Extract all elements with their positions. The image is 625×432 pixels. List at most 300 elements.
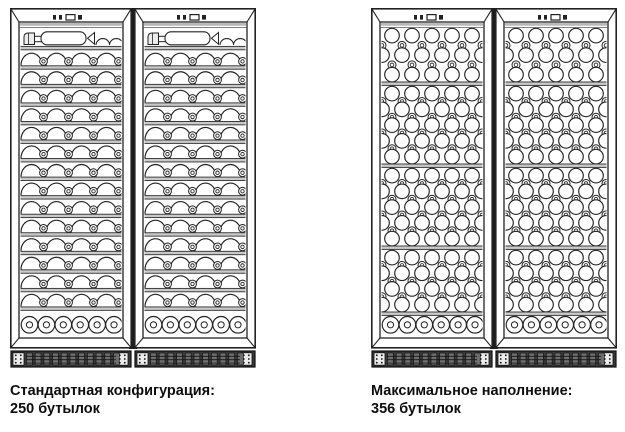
- bottle-bottom-icon: [445, 250, 460, 265]
- bottle-bottom-icon: [465, 149, 480, 164]
- bottle-bottom-icon: [579, 134, 594, 149]
- bottle-bottom-icon: [445, 28, 460, 43]
- bottle-bottom-icon: [455, 216, 470, 231]
- bottle-neck-ring-icon: [164, 280, 172, 288]
- bottle-neck-ring-icon: [65, 187, 73, 195]
- bottle-neck-ring-icon: [115, 76, 123, 84]
- bottle-neck-ring-icon: [40, 187, 48, 195]
- bottle-bottom-icon: [559, 266, 574, 281]
- bottle-bottom-icon: [569, 118, 584, 133]
- bottle-bottom-icon: [506, 317, 523, 334]
- bottle-neck-ring-icon: [65, 113, 73, 121]
- shelf: [20, 270, 123, 273]
- shelf: [20, 307, 123, 310]
- bottle-neck-ring-icon: [90, 132, 98, 140]
- bottle-bottom-icon: [385, 231, 400, 246]
- bottle-bottom-icon: [455, 184, 470, 199]
- bottle-bottom-icon: [529, 250, 544, 265]
- bottle-bottom-icon: [589, 86, 604, 101]
- bottle-bottom-icon: [425, 149, 440, 164]
- bottle-bottom-icon: [569, 200, 584, 215]
- bottle-neck-ring-icon: [239, 132, 247, 140]
- bottle-neck-ring-icon: [189, 76, 197, 84]
- bottle-bottom-icon: [38, 317, 55, 334]
- bottle-bottom-icon: [509, 200, 524, 215]
- vent-end-panel: [374, 353, 385, 365]
- bottle-bottom-icon: [465, 282, 480, 297]
- bottle-bottom-icon: [405, 282, 420, 297]
- bottle-bottom-icon: [416, 317, 433, 334]
- shelf: [381, 312, 484, 315]
- bottle-bottom-icon: [539, 184, 554, 199]
- bottle-bottom-icon: [539, 216, 554, 231]
- bottle-neck-ring-icon: [40, 58, 48, 66]
- bottle-bottom-icon: [529, 118, 544, 133]
- bottle-bottom-icon: [529, 231, 544, 246]
- bottle-bottom-icon: [519, 266, 534, 281]
- bottle-neck-ring-icon: [90, 243, 98, 251]
- bottle-bottom-icon: [145, 317, 162, 334]
- bottle-bottom-icon: [529, 149, 544, 164]
- bottle-bottom-icon: [415, 184, 430, 199]
- bottle-neck-ring-icon: [115, 224, 123, 232]
- bottle-bottom-icon: [435, 184, 450, 199]
- bottle-neck-ring-icon: [214, 169, 222, 177]
- bottle-bottom-icon: [425, 168, 440, 183]
- shelf: [505, 82, 608, 85]
- bottle-bottom-icon: [455, 297, 470, 312]
- bottle-bottom-icon: [579, 266, 594, 281]
- bottle-bottom-icon: [549, 168, 564, 183]
- bottle-neck-ring-icon: [115, 169, 123, 177]
- bottle-bottom-icon: [433, 317, 450, 334]
- shelf: [381, 164, 484, 167]
- bottle-neck-ring-icon: [164, 206, 172, 214]
- bottle-cap-icon: [148, 33, 159, 45]
- shelf: [505, 164, 608, 167]
- bottle-bottom-icon: [455, 266, 470, 281]
- bottle-neck-ring-icon: [164, 58, 172, 66]
- bottle-bottom-icon: [385, 168, 400, 183]
- bottle-bottom-icon: [509, 250, 524, 265]
- bottle-bottom-icon: [435, 102, 450, 117]
- bottle-bottom-icon: [445, 118, 460, 133]
- bottle-bottom-icon: [569, 67, 584, 82]
- bottle-bottom-icon: [415, 297, 430, 312]
- bottle-bottom-icon: [385, 250, 400, 265]
- bottle-neck-ring-icon: [40, 113, 48, 121]
- bottle-bottom-icon: [529, 168, 544, 183]
- bottle-neck-ring-icon: [115, 95, 123, 103]
- shelf: [144, 251, 247, 254]
- bottle-neck-ring-icon: [65, 95, 73, 103]
- bottle-neck-ring-icon: [90, 206, 98, 214]
- bottle-bottom-icon: [589, 231, 604, 246]
- shelf: [20, 84, 123, 87]
- bottle-bottom-icon: [529, 67, 544, 82]
- bottle-bottom-icon: [519, 184, 534, 199]
- bottle-bottom-icon: [213, 317, 230, 334]
- bottle-bottom-icon: [395, 216, 410, 231]
- bottle-bottom-icon: [445, 200, 460, 215]
- shelf: [20, 159, 123, 162]
- bottle-bottom-icon: [465, 250, 480, 265]
- bottle-bottom-icon: [509, 118, 524, 133]
- bottle-bottom-icon: [529, 28, 544, 43]
- shelf: [20, 66, 123, 69]
- bottle-bottom-icon: [89, 317, 106, 334]
- bottle-bottom-icon: [529, 86, 544, 101]
- bottle-neck-ring-icon: [189, 280, 197, 288]
- bottle-neck-ring-icon: [239, 299, 247, 307]
- bottle-neck-ring-icon: [65, 299, 73, 307]
- bottle-bottom-icon: [425, 231, 440, 246]
- bottle-bottom-icon: [399, 317, 416, 334]
- bottle-neck-ring-icon: [214, 224, 222, 232]
- bottle-bottom-icon: [405, 118, 420, 133]
- shelf: [144, 214, 247, 217]
- caption-maximum-line2: 356 бутылок: [371, 401, 461, 418]
- bottle-bottom-icon: [445, 86, 460, 101]
- bottle-neck-ring-icon: [189, 58, 197, 66]
- bottle-neck-ring-icon: [65, 243, 73, 251]
- bottle-bottom-icon: [569, 282, 584, 297]
- bottle-neck-ring-icon: [239, 224, 247, 232]
- shelf: [144, 307, 247, 310]
- bottle-bottom-icon: [415, 134, 430, 149]
- bottle-neck-ring-icon: [115, 262, 123, 270]
- bottle-bottom-icon: [405, 200, 420, 215]
- bottle-bottom-icon: [579, 184, 594, 199]
- bottle-bottom-icon: [539, 266, 554, 281]
- bottle-neck-ring-icon: [214, 206, 222, 214]
- bottle-neck-ring-icon: [214, 113, 222, 121]
- bottle-neck-ring-icon: [65, 224, 73, 232]
- bottle-neck-ring-icon: [214, 58, 222, 66]
- shelf: [144, 288, 247, 291]
- bottle-bottom-icon: [509, 149, 524, 164]
- bottle-bottom-icon: [445, 149, 460, 164]
- bottle-bottom-icon: [569, 231, 584, 246]
- cabinet-door-drawing: [372, 9, 492, 367]
- bottle-bottom-icon: [395, 266, 410, 281]
- bottle-bottom-icon: [405, 86, 420, 101]
- bottle-cap-icon: [24, 33, 35, 45]
- bottle-bottom-icon: [589, 149, 604, 164]
- shelf: [144, 270, 247, 273]
- bottle-bottom-icon: [579, 216, 594, 231]
- bottle-neck-ring-icon: [214, 95, 222, 103]
- bottle-bottom-icon: [435, 48, 450, 63]
- bottle-bottom-icon: [589, 200, 604, 215]
- bottle-neck-ring-icon: [115, 187, 123, 195]
- bottle-neck-ring-icon: [65, 150, 73, 158]
- vent-end-panel: [498, 353, 509, 365]
- bottle-bottom-icon: [519, 297, 534, 312]
- bottle-neck-ring-icon: [214, 280, 222, 288]
- vent-end-panel: [13, 353, 24, 365]
- figure-standard-configuration: [10, 8, 256, 418]
- bottle-bottom-icon: [579, 297, 594, 312]
- bottle-bottom-icon: [559, 297, 574, 312]
- shelf: [381, 246, 484, 249]
- bottle-bottom-icon: [385, 118, 400, 133]
- bottle-bottom-icon: [395, 102, 410, 117]
- bottle-bottom-icon: [559, 184, 574, 199]
- bottle-bottom-icon: [405, 28, 420, 43]
- bottle-bottom-icon: [529, 200, 544, 215]
- bottle-bottom-icon: [382, 317, 399, 334]
- bottle-bottom-icon: [445, 282, 460, 297]
- bottle-neck-ring-icon: [239, 187, 247, 195]
- bottle-bottom-icon: [72, 317, 89, 334]
- bottle-bottom-icon: [557, 317, 574, 334]
- bottle-bottom-icon: [465, 28, 480, 43]
- bottle-neck-ring-icon: [189, 206, 197, 214]
- bottle-bottom-icon: [415, 102, 430, 117]
- bottle-neck-ring-icon: [115, 113, 123, 121]
- bottle-bottom-icon: [574, 317, 591, 334]
- caption-standard-line2: 250 бутылок: [10, 401, 100, 418]
- bottle-neck-icon: [159, 36, 166, 41]
- bottle-bottom-icon: [509, 231, 524, 246]
- bottle-bottom-icon: [549, 282, 564, 297]
- bottle-neck-ring-icon: [164, 169, 172, 177]
- shelf: [20, 103, 123, 106]
- bottle-bottom-icon: [549, 200, 564, 215]
- bottle-neck-ring-icon: [90, 262, 98, 270]
- bottle-bottom-icon: [465, 118, 480, 133]
- bottle-neck-ring-icon: [164, 243, 172, 251]
- bottle-bottom-icon: [405, 250, 420, 265]
- bottle-neck-ring-icon: [214, 187, 222, 195]
- bottle-neck-ring-icon: [115, 150, 123, 158]
- bottle-neck-ring-icon: [40, 224, 48, 232]
- shelf: [20, 233, 123, 236]
- bottle-bottom-icon: [445, 231, 460, 246]
- bottle-neck-ring-icon: [90, 76, 98, 84]
- bottle-neck-ring-icon: [189, 187, 197, 195]
- bottle-neck-ring-icon: [115, 206, 123, 214]
- bottle-bottom-icon: [540, 317, 557, 334]
- bottle-bottom-icon: [549, 231, 564, 246]
- bottle-neck-ring-icon: [65, 280, 73, 288]
- bottle-neck-ring-icon: [214, 299, 222, 307]
- cabinet-door-drawing: [496, 9, 616, 367]
- bottle-bottom-icon: [465, 168, 480, 183]
- bottle-bottom-icon: [405, 168, 420, 183]
- bottle-bottom-icon: [415, 216, 430, 231]
- bottle-neck-ring-icon: [40, 299, 48, 307]
- bottle-bottom-icon: [435, 216, 450, 231]
- bottle-neck-ring-icon: [90, 299, 98, 307]
- bottle-bottom-icon: [55, 317, 72, 334]
- shelf: [20, 177, 123, 180]
- bottle-bottom-icon: [435, 266, 450, 281]
- caption-standard-line1: Стандартная конфигурация:: [10, 383, 215, 399]
- bottle-neck-ring-icon: [164, 299, 172, 307]
- bottle-neck-ring-icon: [214, 150, 222, 158]
- bottle-bottom-icon: [425, 282, 440, 297]
- bottle-neck-ring-icon: [164, 76, 172, 84]
- bottle-neck-ring-icon: [65, 206, 73, 214]
- bottle-bottom-icon: [549, 118, 564, 133]
- bottle-bottom-icon: [465, 231, 480, 246]
- shelf: [144, 84, 247, 87]
- bottle-bottom-icon: [230, 317, 247, 334]
- bottle-bottom-icon: [579, 48, 594, 63]
- cabinet-door-drawing: [135, 9, 255, 367]
- bottle-neck-ring-icon: [189, 262, 197, 270]
- bottle-bottom-icon: [519, 48, 534, 63]
- bottle-bottom-icon: [395, 48, 410, 63]
- bottle-bottom-icon: [589, 168, 604, 183]
- bottle-neck-ring-icon: [90, 150, 98, 158]
- bottle-bottom-icon: [455, 48, 470, 63]
- bottle-neck-ring-icon: [115, 299, 123, 307]
- bottle-bottom-icon: [395, 134, 410, 149]
- bottle-bottom-icon: [450, 317, 467, 334]
- shelf: [381, 82, 484, 85]
- bottle-bottom-icon: [425, 200, 440, 215]
- bottle-neck-ring-icon: [239, 206, 247, 214]
- bottle-neck-ring-icon: [115, 58, 123, 66]
- bottle-neck-ring-icon: [40, 95, 48, 103]
- bottle-neck-ring-icon: [90, 113, 98, 121]
- shelf: [144, 177, 247, 180]
- bottle-neck-ring-icon: [90, 280, 98, 288]
- bottle-bottom-icon: [435, 297, 450, 312]
- bottle-neck-ring-icon: [189, 113, 197, 121]
- bottle-bottom-icon: [559, 134, 574, 149]
- wine-cabinet-standard: [10, 8, 256, 368]
- bottle-bottom-icon: [589, 118, 604, 133]
- bottle-neck-ring-icon: [90, 187, 98, 195]
- bottle-bottom-icon: [196, 317, 213, 334]
- bottle-bottom-icon: [465, 86, 480, 101]
- bottle-bottom-icon: [395, 184, 410, 199]
- bottle-bottom-icon: [405, 149, 420, 164]
- shelf: [20, 196, 123, 199]
- bottle-bottom-icon: [179, 317, 196, 334]
- shelf: [20, 214, 123, 217]
- bottle-bottom-icon: [21, 317, 38, 334]
- bottle-neck-ring-icon: [164, 113, 172, 121]
- figure-maximum-capacity: [371, 8, 617, 418]
- shelf: [20, 288, 123, 291]
- shelf: [144, 140, 247, 143]
- bottle-bottom-icon: [589, 282, 604, 297]
- bottle-bottom-icon: [509, 67, 524, 82]
- bottle-neck-ring-icon: [40, 262, 48, 270]
- bottle-neck-ring-icon: [65, 58, 73, 66]
- caption-standard: [10, 382, 256, 418]
- vent-end-panel: [137, 353, 148, 365]
- shelf: [20, 46, 123, 49]
- bottle-bottom-icon: [415, 266, 430, 281]
- shelf: [144, 121, 247, 124]
- bottle-neck-ring-icon: [90, 169, 98, 177]
- bottle-bottom-icon: [509, 28, 524, 43]
- bottle-bottom-icon: [445, 67, 460, 82]
- bottle-bottom-icon: [425, 118, 440, 133]
- bottle-neck-ring-icon: [189, 95, 197, 103]
- bottle-neck-ring-icon: [115, 280, 123, 288]
- bottle-neck-ring-icon: [65, 169, 73, 177]
- bottle-bottom-icon: [405, 67, 420, 82]
- cabinet-door-drawing: [11, 9, 131, 367]
- shelf: [144, 196, 247, 199]
- bottle-bottom-icon: [539, 48, 554, 63]
- bottle-neck-ring-icon: [239, 169, 247, 177]
- bottle-bottom-icon: [569, 149, 584, 164]
- bottle-bottom-icon: [445, 168, 460, 183]
- bottle-neck-ring-icon: [164, 187, 172, 195]
- shelf: [20, 121, 123, 124]
- lying-bottle-icon: [41, 32, 86, 45]
- bottle-neck-ring-icon: [239, 280, 247, 288]
- bottle-bottom-icon: [523, 317, 540, 334]
- bottle-neck-ring-icon: [65, 262, 73, 270]
- bottle-neck-ring-icon: [189, 169, 197, 177]
- shelf: [20, 251, 123, 254]
- bottle-bottom-icon: [529, 282, 544, 297]
- bottle-bottom-icon: [589, 67, 604, 82]
- shelf: [144, 159, 247, 162]
- bottle-bottom-icon: [162, 317, 179, 334]
- bottle-bottom-icon: [455, 134, 470, 149]
- bottle-bottom-icon: [569, 28, 584, 43]
- bottle-bottom-icon: [519, 216, 534, 231]
- bottle-bottom-icon: [385, 67, 400, 82]
- bottle-neck-ring-icon: [40, 280, 48, 288]
- bottle-neck-ring-icon: [115, 132, 123, 140]
- bottle-neck-ring-icon: [164, 150, 172, 158]
- bottle-neck-ring-icon: [40, 243, 48, 251]
- bottle-bottom-icon: [549, 67, 564, 82]
- bottle-bottom-icon: [519, 134, 534, 149]
- door-contents: [499, 28, 614, 333]
- bottle-neck-ring-icon: [214, 262, 222, 270]
- bottle-neck-ring-icon: [239, 243, 247, 251]
- bottle-bottom-icon: [385, 86, 400, 101]
- bottle-neck-ring-icon: [90, 95, 98, 103]
- bottle-bottom-icon: [385, 282, 400, 297]
- bottle-neck-ring-icon: [164, 224, 172, 232]
- bottle-neck-ring-icon: [214, 132, 222, 140]
- wine-cabinet-maximum: [371, 8, 617, 368]
- bottle-neck-ring-icon: [189, 132, 197, 140]
- shelf: [144, 46, 247, 49]
- shelf: [144, 233, 247, 236]
- bottle-bottom-icon: [395, 297, 410, 312]
- bottle-bottom-icon: [569, 168, 584, 183]
- bottle-bottom-icon: [405, 231, 420, 246]
- bottle-bottom-icon: [467, 317, 484, 334]
- bottle-bottom-icon: [549, 86, 564, 101]
- shelf: [144, 103, 247, 106]
- bottle-neck-ring-icon: [40, 169, 48, 177]
- bottle-neck-ring-icon: [164, 132, 172, 140]
- bottle-bottom-icon: [465, 67, 480, 82]
- bottle-bottom-icon: [425, 28, 440, 43]
- bottle-bottom-icon: [415, 48, 430, 63]
- bottle-bottom-icon: [549, 28, 564, 43]
- shelf: [20, 140, 123, 143]
- bottle-neck-ring-icon: [239, 150, 247, 158]
- bottle-bottom-icon: [425, 86, 440, 101]
- bottle-bottom-icon: [591, 317, 608, 334]
